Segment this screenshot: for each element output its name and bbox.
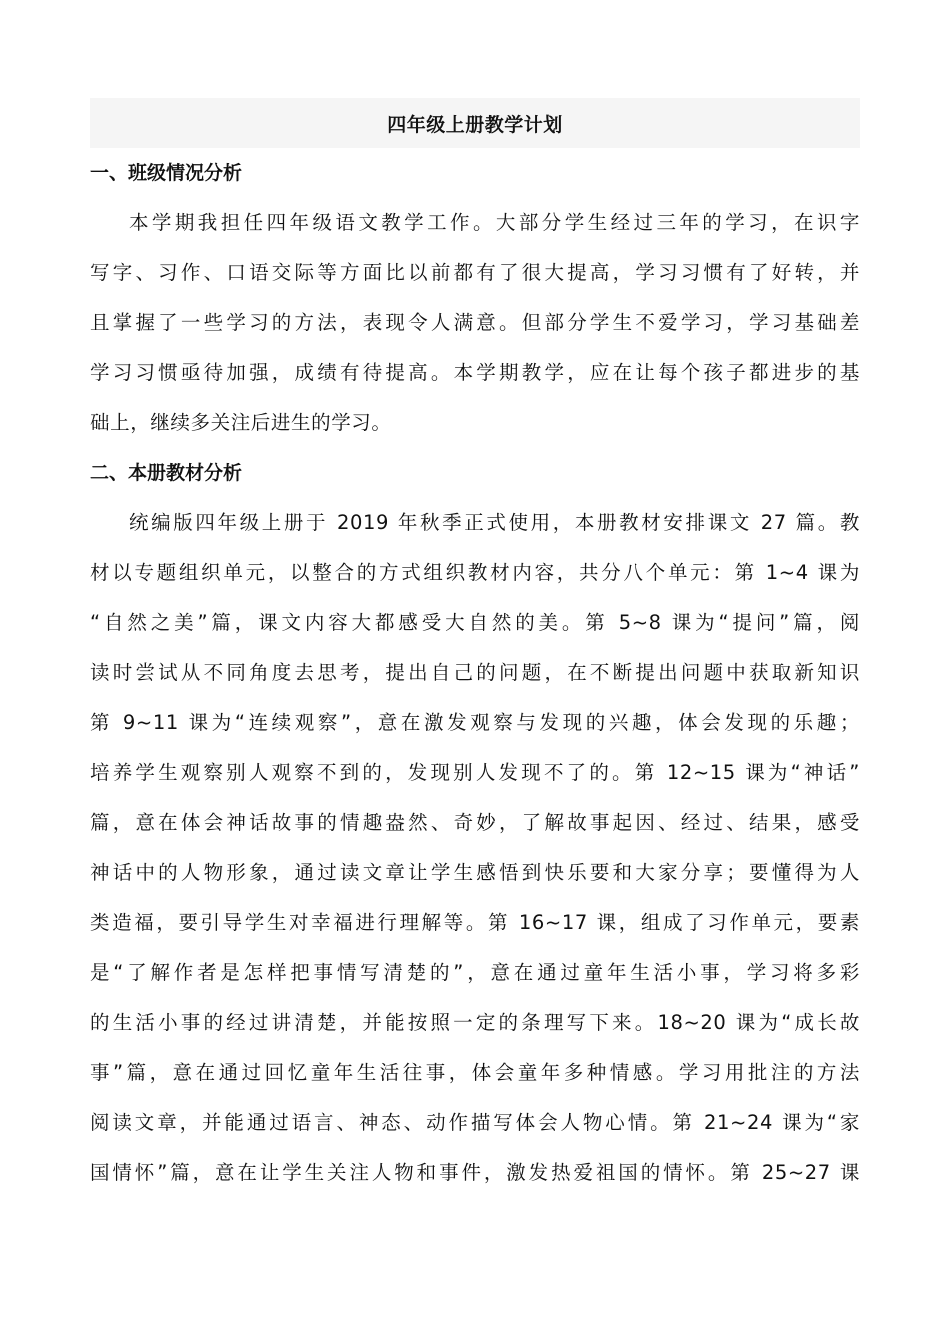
document-title-text: 四年级上册教学计划	[387, 113, 563, 136]
text-line: 且掌握了一些学习的方法，表现令人满意。但部分学生不爱学习，学习基础差	[90, 311, 860, 334]
text-line: 事”篇，意在通过回忆童年生活往事，体会童年多种情感。学习用批注的方法	[90, 1061, 860, 1084]
text-line: 阅读文章，并能通过语言、神态、动作描写体会人物心情。第 21~24 课为“家	[90, 1111, 860, 1134]
document-page	[90, 98, 860, 1198]
text-line: 国情怀”篇，意在让学生关注人物和事件，激发热爱祖国的情怀。第 25~27 课	[90, 1161, 860, 1184]
text-line: 读时尝试从不同角度去思考，提出自己的问题，在不断提出问题中获取新知识	[90, 661, 860, 684]
text-line: 写字、习作、口语交际等方面比以前都有了很大提高，学习习惯有了好转，并	[90, 261, 860, 284]
text-line: 的生活小事的经过讲清楚，并能按照一定的条理写下来。18~20 课为“成长故	[90, 1011, 860, 1034]
section-heading-textbook-analysis: 二、本册教材分析	[90, 462, 243, 484]
section-heading-class-analysis: 一、班级情况分析	[90, 162, 243, 184]
text-line: 础上，继续多关注后进生的学习。	[90, 411, 392, 434]
text-line: 类造福，要引导学生对幸福进行理解等。第 16~17 课，组成了习作单元，要素	[90, 911, 860, 934]
text-line: “自然之美”篇，课文内容大都感受大自然的美。第 5~8 课为“提问”篇，阅	[90, 611, 860, 634]
text-line: 培养学生观察别人观察不到的，发现别人发现不了的。第 12~15 课为“神话”	[90, 761, 860, 784]
text-line: 本学期我担任四年级语文教学工作。大部分学生经过三年的学习，在识字	[129, 211, 860, 234]
text-line: 材以专题组织单元，以整合的方式组织教材内容，共分八个单元：第 1~4 课为	[90, 561, 860, 584]
text-line: 是“了解作者是怎样把事情写清楚的”，意在通过童年生活小事，学习将多彩	[90, 961, 860, 984]
text-line: 统编版四年级上册于 2019 年秋季正式使用，本册教材安排课文 27 篇。教	[129, 511, 860, 534]
paragraph-textbook-analysis	[90, 498, 860, 1198]
text-line: 篇，意在体会神话故事的情趣盎然、奇妙，了解故事起因、经过、结果，感受	[90, 811, 860, 834]
text-line: 学习习惯亟待加强，成绩有待提高。本学期教学，应在让每个孩子都进步的基	[90, 361, 860, 384]
text-line: 第 9~11 课为“连续观察”，意在激发观察与发现的兴趣，体会发现的乐趣；	[90, 711, 860, 734]
paragraph-class-analysis	[90, 198, 860, 448]
text-line: 神话中的人物形象，通过读文章让学生感悟到快乐要和大家分享；要懂得为人	[90, 861, 860, 884]
document-title	[90, 98, 860, 148]
